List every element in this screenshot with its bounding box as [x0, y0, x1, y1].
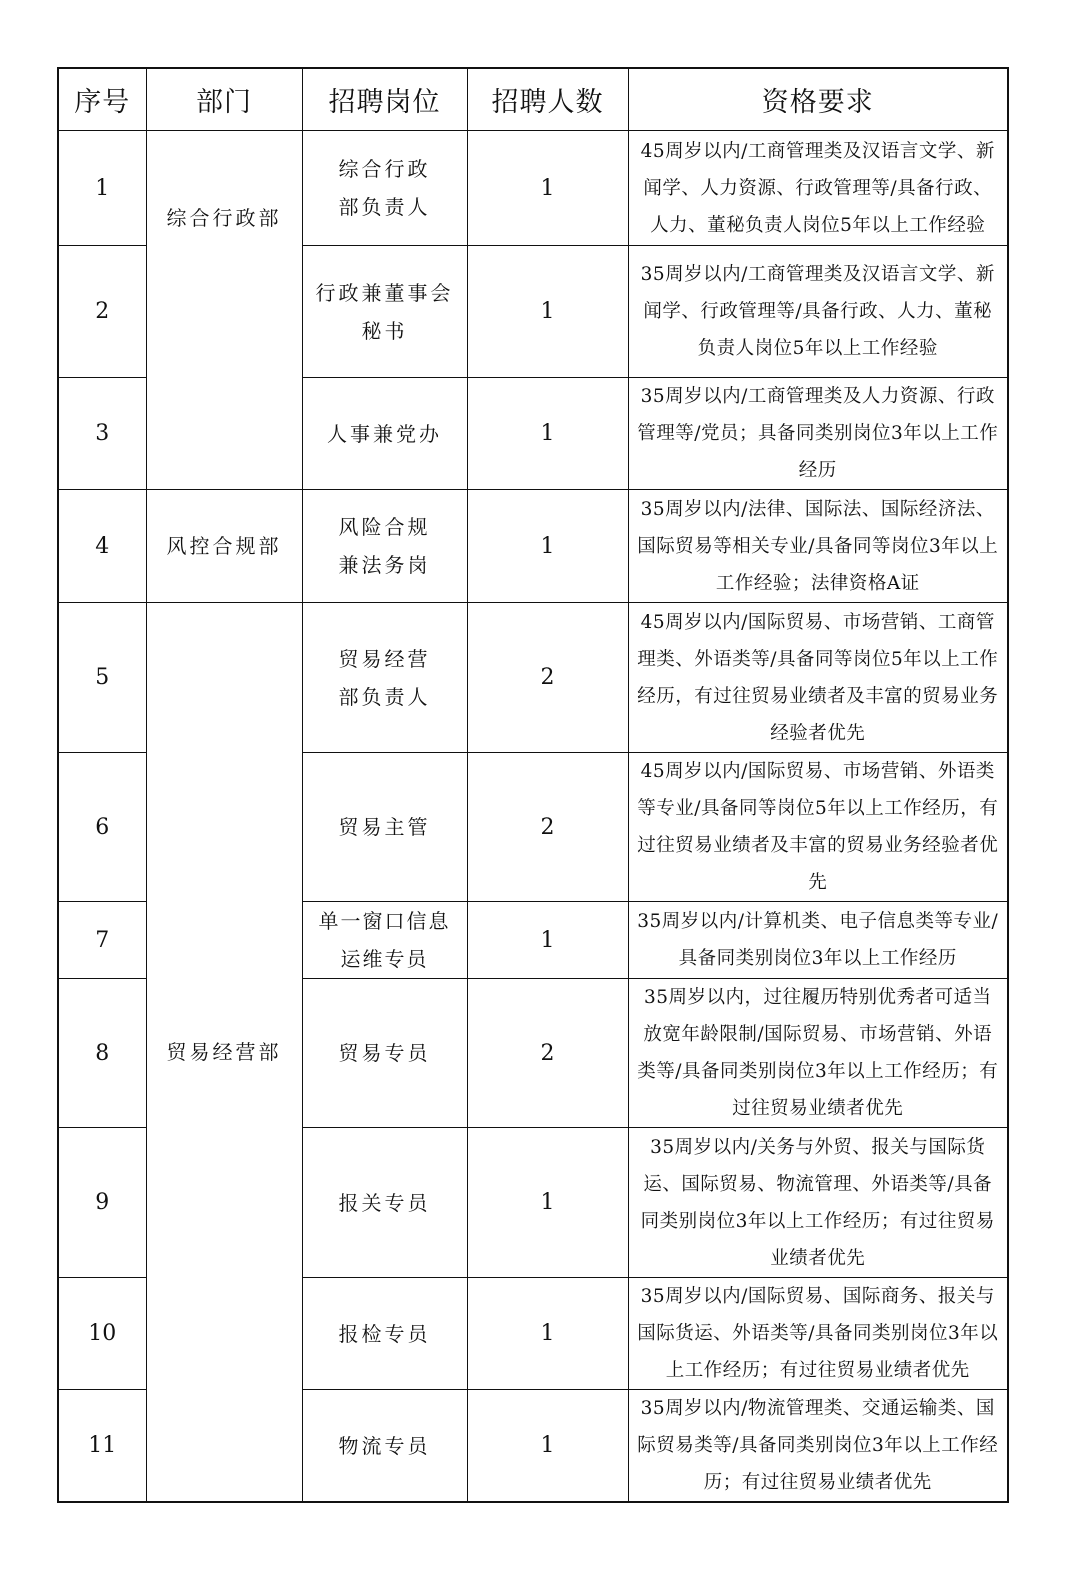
requirements-cell: 35周岁以内/法律、国际法、国际经济法、国际贸易等相关专业/具备同等岗位3年以上工作经验；法律资格A证: [628, 490, 1008, 603]
header-department: 部门: [146, 68, 302, 131]
row-no: 9: [58, 1128, 146, 1278]
count-cell: 1: [467, 131, 628, 246]
position-cell: 物流专员: [302, 1390, 467, 1503]
header-row: [58, 68, 1008, 131]
row-no: 6: [58, 753, 146, 902]
requirements-cell: 45周岁以内/国际贸易、市场营销、工商管理类、外语类等/具备同等岗位5年以上工作经历，有过往贸易业绩者及丰富的贸易业务经验者优先: [628, 603, 1008, 753]
position-cell: 综合行政部负责人: [302, 131, 467, 246]
count-cell: 1: [467, 902, 628, 979]
position-cell: 贸易主管: [302, 753, 467, 902]
count-cell: 2: [467, 979, 628, 1128]
requirements-cell: 35周岁以内/工商管理类及汉语言文学、新闻学、行政管理等/具备行政、人力、董秘负责人岗位5年以上工作经验: [628, 246, 1008, 378]
count-cell: 1: [467, 1278, 628, 1390]
count-cell: 1: [467, 246, 628, 378]
row-no: 1: [58, 131, 146, 246]
requirements-cell: 35周岁以内/国际贸易、国际商务、报关与国际货运、外语类等/具备同类别岗位3年以上工作经历；有过往贸易业绩者优先: [628, 1278, 1008, 1390]
row-no: 11: [58, 1390, 146, 1503]
count-cell: 1: [467, 1128, 628, 1278]
header-position: 招聘岗位: [302, 68, 467, 131]
position-cell: 报检专员: [302, 1278, 467, 1390]
position-cell: 人事兼党办: [302, 378, 467, 490]
header-count: 招聘人数: [467, 68, 628, 131]
recruitment-table: [57, 67, 1009, 1503]
requirements-cell: 35周岁以内/计算机类、电子信息类等专业/具备同类别岗位3年以上工作经历: [628, 902, 1008, 979]
position-cell: 贸易经营部负责人: [302, 603, 467, 753]
count-cell: 1: [467, 378, 628, 490]
requirements-cell: 45周岁以内/国际贸易、市场营销、外语类等专业/具备同等岗位5年以上工作经历，有过往贸易业绩者及丰富的贸易业务经验者优先: [628, 753, 1008, 902]
requirements-cell: 35周岁以内，过往履历特别优秀者可适当放宽年龄限制/国际贸易、市场营销、外语类等/具备同类别岗位3年以上工作经历；有过往贸易业绩者优先: [628, 979, 1008, 1128]
requirements-cell: 35周岁以内/工商管理类及人力资源、行政管理等/党员；具备同类别岗位3年以上工作经历: [628, 378, 1008, 490]
row-no: 10: [58, 1278, 146, 1390]
header-no: 序号: [58, 68, 146, 131]
count-cell: 2: [467, 753, 628, 902]
requirements-cell: 45周岁以内/工商管理类及汉语言文学、新闻学、人力资源、行政管理等/具备行政、人力、董秘负责人岗位5年以上工作经验: [628, 131, 1008, 246]
count-cell: 2: [467, 603, 628, 753]
requirements-cell: 35周岁以内/关务与外贸、报关与国际货运、国际贸易、物流管理、外语类等/具备同类别岗位3年以上工作经历；有过往贸易业绩者优先: [628, 1128, 1008, 1278]
count-cell: 1: [467, 1390, 628, 1503]
position-cell: 单一窗口信息运维专员: [302, 902, 467, 979]
table-row: [58, 490, 1008, 603]
department-cell: 贸易经营部: [146, 603, 302, 1503]
row-no: 3: [58, 378, 146, 490]
position-cell: 贸易专员: [302, 979, 467, 1128]
row-no: 5: [58, 603, 146, 753]
row-no: 2: [58, 246, 146, 378]
position-cell: 报关专员: [302, 1128, 467, 1278]
position-cell: 行政兼董事会秘书: [302, 246, 467, 378]
table-row: [58, 603, 1008, 753]
recruitment-table-wrapper: [57, 67, 1009, 1503]
row-no: 7: [58, 902, 146, 979]
row-no: 8: [58, 979, 146, 1128]
department-cell: 综合行政部: [146, 131, 302, 490]
requirements-cell: 35周岁以内/物流管理类、交通运输类、国际贸易类等/具备同类别岗位3年以上工作经历；有过往贸易业绩者优先: [628, 1390, 1008, 1503]
department-cell: 风控合规部: [146, 490, 302, 603]
position-cell: 风险合规兼法务岗: [302, 490, 467, 603]
table-row: [58, 131, 1008, 246]
row-no: 4: [58, 490, 146, 603]
count-cell: 1: [467, 490, 628, 603]
header-requirements: 资格要求: [628, 68, 1008, 131]
